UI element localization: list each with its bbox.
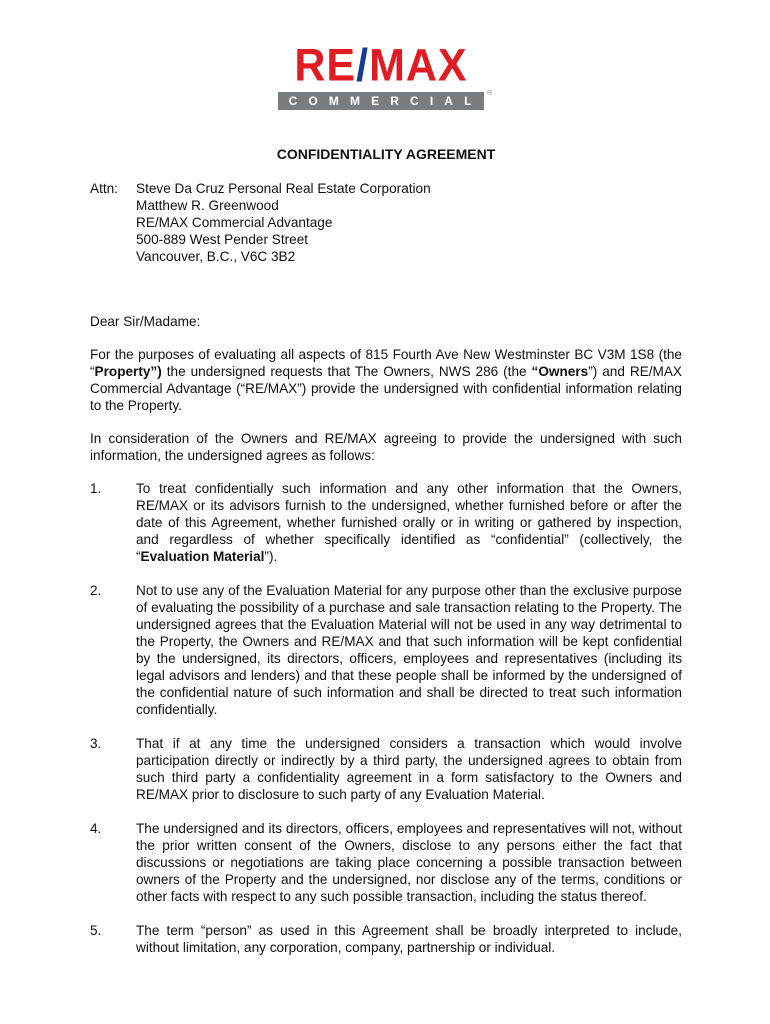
clause-text-part: To treat confidentially such information and any other information that the Owners, RE/MAX or its advisors furnish to the undersigned, whether furnished before or after the date of this Agreement, whether furnished orally or in writing or gathered by inspection, and regardless of whether specifically identified as “confidential” (collectively, the “ xyxy=(136,481,682,564)
logo-letter: M xyxy=(349,94,362,108)
clause-number: 2. xyxy=(90,583,102,598)
logo-letter: L xyxy=(464,94,474,108)
logo-max: MAX xyxy=(369,40,468,92)
logo-letter: R xyxy=(390,94,401,108)
logo-letter: C xyxy=(410,94,421,108)
defined-term-property: Property”) xyxy=(94,364,162,379)
logo-wordmark xyxy=(276,40,486,92)
clause-number: 3. xyxy=(90,736,102,751)
clause-item xyxy=(90,735,682,803)
clause-number: 1. xyxy=(90,481,102,496)
clause-number: 5. xyxy=(90,923,102,938)
clause-text: Not to use any of the Evaluation Material for any purpose other than the exclusive purpose of evaluating the possibility of a purchase and sale transaction relating to the Property. The undersigned agrees that the Evaluation Material will not be used in any way detrimental to the Property, the Owners and RE/MAX and that such information will be kept confidential by the undersigned, its directors, officers, employees and representatives (including its legal advisors and lenders) and that these people shall be informed by the undersigned of the confidential nature of such information and shall be directed to treat such information confidentially. xyxy=(136,583,682,717)
attn-address xyxy=(136,180,431,265)
intro-text: ”) and RE/MAX Commercial Advantage (“RE/MAX”) provide the undersigned with confidential information relating to the Property. xyxy=(90,364,682,413)
clause-text: That if at any time the undersigned considers a transaction which would involve participation directly or indirectly by a third party, the undersigned agrees to obtain from such third party a confidentiality agreement in a form satisfactory to the Owners and RE/MAX prior to disclosure to such party of any Evaluation Material. xyxy=(136,736,682,802)
clause-text xyxy=(136,480,682,565)
logo-subbrand-bar xyxy=(278,92,484,110)
logo-letter: E xyxy=(371,94,382,108)
registered-mark: ® xyxy=(487,90,493,97)
logo-re: RE xyxy=(294,40,357,92)
intro-text: For the purposes of evaluating all aspects of 815 Fourth Ave New Westminster BC V3M 1S8 (the “ xyxy=(90,347,682,379)
logo-letter: I xyxy=(429,94,436,108)
attn-line: RE/MAX Commercial Advantage xyxy=(136,215,333,230)
salutation: Dear Sir/Madame: xyxy=(90,314,201,329)
logo-letter: C xyxy=(288,94,300,108)
attn-label: Attn: xyxy=(90,181,118,196)
clause-item xyxy=(90,582,682,718)
clause-text: The undersigned and its directors, officers, employees and representatives will not, without the prior written consent of the Owners, disclose to any persons either the fact that discussions or negotiations are taking place concerning a possible transaction between owners of the Property and the undersigned, nor disclose any of the terms, conditions or other facts with respect to any such possible transaction, including the status thereof. xyxy=(136,821,682,904)
clause-item xyxy=(90,922,682,956)
attn-line: Vancouver, B.C., V6C 3B2 xyxy=(136,249,296,264)
attention-block xyxy=(90,180,682,265)
attn-line: 500-889 West Pender Street xyxy=(136,232,309,247)
logo-letter: O xyxy=(308,94,320,108)
clause-item xyxy=(90,480,682,565)
logo-letter: M xyxy=(328,94,341,108)
defined-term-evaluation-material: Evaluation Material xyxy=(140,549,265,564)
clause-item xyxy=(90,820,682,905)
attn-line: Steve Da Cruz Personal Real Estate Corporation xyxy=(136,181,431,196)
clause-text: The term “person” as used in this Agreement shall be broadly interpreted to include, without limitation, any corporation, company, partnership or individual. xyxy=(136,923,682,955)
intro-text: the undersigned requests that The Owners, NWS 286 (the xyxy=(161,364,532,379)
clause-text-part: ”). xyxy=(264,549,278,564)
remax-commercial-logo xyxy=(276,40,493,112)
logo-slash: / xyxy=(356,40,370,92)
defined-term-owners: “Owners xyxy=(531,364,589,379)
intro-paragraph xyxy=(90,346,682,414)
logo-letter: A xyxy=(444,94,455,108)
document-title: CONFIDENTIALITY AGREEMENT xyxy=(276,146,496,162)
attn-line: Matthew R. Greenwood xyxy=(136,198,279,213)
consideration-paragraph: In consideration of the Owners and RE/MAX agreeing to provide the undersigned with such information, the undersigned agrees as follows: xyxy=(90,431,682,463)
clause-number: 4. xyxy=(90,821,102,836)
document-body xyxy=(90,146,682,973)
